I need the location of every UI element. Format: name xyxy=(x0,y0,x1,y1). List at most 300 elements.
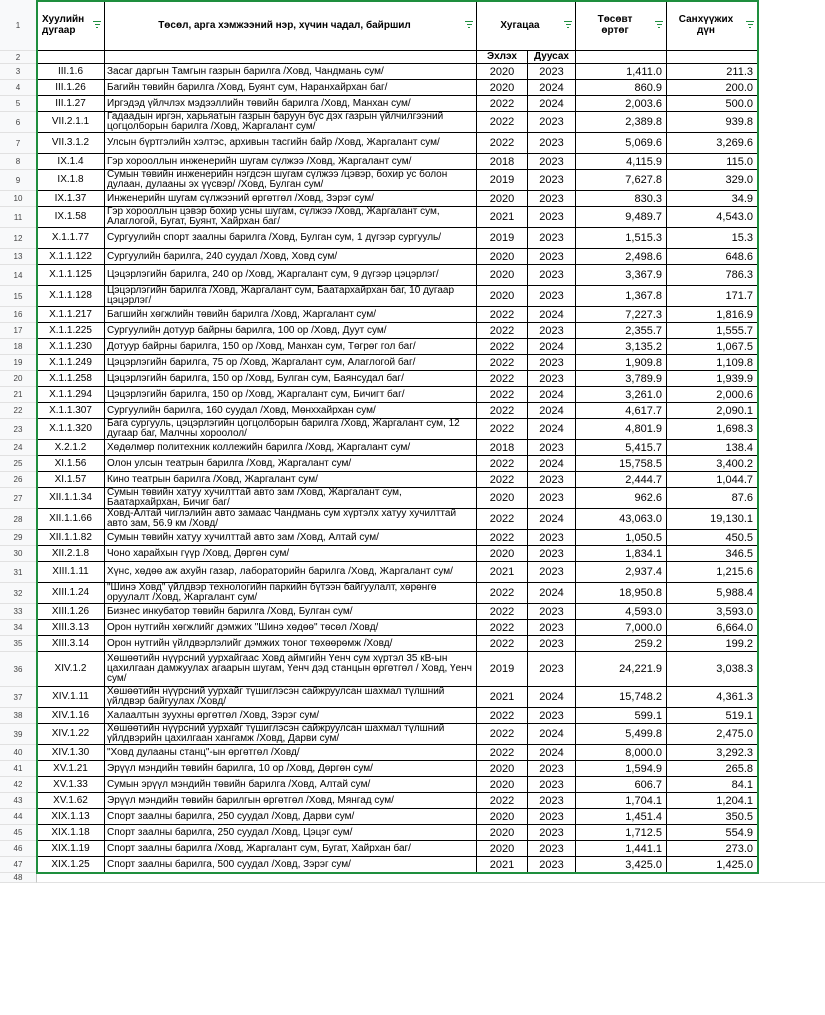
row-number[interactable]: 24 xyxy=(0,440,37,456)
table-cell[interactable]: 200.0 xyxy=(667,80,758,96)
table-cell[interactable]: Багшийн хөгжлийн төвийн барилга /Ховд, Жаргалант сум/ xyxy=(105,307,477,323)
table-cell[interactable]: Сургуулийн дотуур байрны барилга, 100 ор /Ховд, Дуут сум/ xyxy=(105,323,477,339)
table-cell[interactable]: 2022 xyxy=(477,133,528,154)
table-cell[interactable]: 3,789.9 xyxy=(576,371,667,387)
table-cell[interactable]: XII.1.1.66 xyxy=(37,509,105,530)
table-cell[interactable]: Сумын төвийн хатуу хучилттай авто зам /Ховд, Алтай сум/ xyxy=(105,530,477,546)
table-cell[interactable]: 2022 xyxy=(477,355,528,371)
row-number[interactable]: 27 xyxy=(0,488,37,509)
empty-cell[interactable] xyxy=(105,51,477,64)
table-cell[interactable]: 2022 xyxy=(477,307,528,323)
table-cell[interactable]: Орон нутгийн үйлдвэрлэлийг дэмжих тоног төхөөрөмж /Ховд/ xyxy=(105,636,477,652)
table-cell[interactable]: X.1.1.294 xyxy=(37,387,105,403)
table-cell[interactable]: Спорт заалны барилга, 250 суудал /Ховд, Цэцэг сум/ xyxy=(105,825,477,841)
table-cell[interactable]: 2020 xyxy=(477,825,528,841)
table-cell[interactable]: X.1.1.217 xyxy=(37,307,105,323)
table-cell[interactable]: 2022 xyxy=(477,472,528,488)
table-cell[interactable]: 3,400.2 xyxy=(667,456,758,472)
table-cell[interactable]: Иргэдэд үйлчлэх мэдээллийн төвийн барилга /Ховд, Манхан сум/ xyxy=(105,96,477,112)
row-number[interactable]: 11 xyxy=(0,207,37,228)
table-cell[interactable]: 599.1 xyxy=(576,708,667,724)
table-cell[interactable]: III.1.26 xyxy=(37,80,105,96)
row-number[interactable]: 34 xyxy=(0,620,37,636)
table-cell[interactable]: 2022 xyxy=(477,456,528,472)
table-cell[interactable]: 1,712.5 xyxy=(576,825,667,841)
table-cell[interactable]: 87.6 xyxy=(667,488,758,509)
table-cell[interactable]: 2022 xyxy=(477,724,528,745)
table-cell[interactable]: 1,451.4 xyxy=(576,809,667,825)
table-cell[interactable]: 34.9 xyxy=(667,191,758,207)
table-cell[interactable]: Цэцэрлэгийн барилга, 150 ор /Ховд, Жаргалант сум, Бичигт баг/ xyxy=(105,387,477,403)
table-cell[interactable]: 1,555.7 xyxy=(667,323,758,339)
table-cell[interactable]: XIII.3.13 xyxy=(37,620,105,636)
table-cell[interactable]: X.1.1.249 xyxy=(37,355,105,371)
table-cell[interactable]: 2023 xyxy=(528,708,576,724)
row-number[interactable]: 28 xyxy=(0,509,37,530)
table-cell[interactable]: 4,361.3 xyxy=(667,687,758,708)
row-number[interactable]: 47 xyxy=(0,857,37,873)
table-cell[interactable]: Гэр хорооллын инженерийн шугам сүлжээ /Ховд, Жаргалант сум/ xyxy=(105,154,477,170)
filter-icon[interactable] xyxy=(93,21,101,28)
table-cell[interactable]: 2019 xyxy=(477,228,528,249)
table-cell[interactable]: XIV.1.2 xyxy=(37,652,105,687)
table-cell[interactable]: XV.1.62 xyxy=(37,793,105,809)
row-number[interactable]: 12 xyxy=(0,228,37,249)
table-cell[interactable]: 5,988.4 xyxy=(667,583,758,604)
table-cell[interactable]: 2,475.0 xyxy=(667,724,758,745)
row-number[interactable]: 42 xyxy=(0,777,37,793)
table-cell[interactable]: 4,115.9 xyxy=(576,154,667,170)
table-cell[interactable]: 2023 xyxy=(528,286,576,307)
header-cell[interactable] xyxy=(477,0,576,51)
table-cell[interactable]: Цэцэрлэгийн барилга /Ховд, Жаргалант сум, Баатархайрхан баг, 10 дугаар цэцэрлэг/ xyxy=(105,286,477,307)
row-number[interactable]: 30 xyxy=(0,546,37,562)
table-cell[interactable]: 2020 xyxy=(477,777,528,793)
table-cell[interactable]: 5,499.8 xyxy=(576,724,667,745)
row-number[interactable]: 20 xyxy=(0,371,37,387)
row-number[interactable]: 31 xyxy=(0,562,37,583)
table-cell[interactable]: 2,389.8 xyxy=(576,112,667,133)
table-cell[interactable]: 2022 xyxy=(477,371,528,387)
table-cell[interactable]: 84.1 xyxy=(667,777,758,793)
row-number[interactable]: 9 xyxy=(0,170,37,191)
table-cell[interactable]: 2024 xyxy=(528,387,576,403)
table-cell[interactable]: 3,269.6 xyxy=(667,133,758,154)
table-cell[interactable]: 7,000.0 xyxy=(576,620,667,636)
table-cell[interactable]: 4,543.0 xyxy=(667,207,758,228)
table-cell[interactable]: XIII.1.11 xyxy=(37,562,105,583)
table-cell[interactable]: XIX.1.25 xyxy=(37,857,105,873)
table-cell[interactable]: 4,593.0 xyxy=(576,604,667,620)
table-cell[interactable]: IX.1.4 xyxy=(37,154,105,170)
table-cell[interactable]: XV.1.33 xyxy=(37,777,105,793)
table-cell[interactable]: 2020 xyxy=(477,64,528,80)
table-cell[interactable]: 2022 xyxy=(477,419,528,440)
row-number[interactable]: 36 xyxy=(0,652,37,687)
table-cell[interactable]: 171.7 xyxy=(667,286,758,307)
table-cell[interactable]: 329.0 xyxy=(667,170,758,191)
table-cell[interactable]: 1,050.5 xyxy=(576,530,667,546)
table-cell[interactable]: 2,937.4 xyxy=(576,562,667,583)
table-cell[interactable]: 2,444.7 xyxy=(576,472,667,488)
table-cell[interactable]: 2024 xyxy=(528,419,576,440)
table-cell[interactable]: 2023 xyxy=(528,249,576,265)
table-cell[interactable]: 4,617.7 xyxy=(576,403,667,419)
table-cell[interactable]: 2024 xyxy=(528,96,576,112)
table-cell[interactable]: 554.9 xyxy=(667,825,758,841)
table-cell[interactable]: XI.1.57 xyxy=(37,472,105,488)
table-cell[interactable]: X.1.1.307 xyxy=(37,403,105,419)
table-cell[interactable]: 2022 xyxy=(477,96,528,112)
table-cell[interactable]: 2023 xyxy=(528,265,576,286)
table-cell[interactable]: III.1.6 xyxy=(37,64,105,80)
table-cell[interactable]: XII.1.1.34 xyxy=(37,488,105,509)
subheader-cell[interactable]: Дуусах xyxy=(528,51,576,64)
table-cell[interactable]: Чоно харайхын гүүр /Ховд, Дөргөн сум/ xyxy=(105,546,477,562)
row-number[interactable]: 16 xyxy=(0,307,37,323)
empty-cell[interactable] xyxy=(667,51,758,64)
table-cell[interactable]: 259.2 xyxy=(576,636,667,652)
row-number[interactable]: 29 xyxy=(0,530,37,546)
table-cell[interactable]: 2024 xyxy=(528,745,576,761)
table-cell[interactable]: Хөшөөтийн нүүрсний уурхайг түшиглэсэн сайжруулсан шахмал түлшний үйлдвэр байгуулах /Ховд/ xyxy=(105,687,477,708)
table-cell[interactable]: Сургуулийн барилга, 240 суудал /Ховд, Ховд сум/ xyxy=(105,249,477,265)
table-cell[interactable]: 2023 xyxy=(528,228,576,249)
table-cell[interactable]: 1,834.1 xyxy=(576,546,667,562)
table-cell[interactable]: Цэцэрлэгийн барилга, 150 ор /Ховд, Булган сум, Баянсудал баг/ xyxy=(105,371,477,387)
table-cell[interactable]: Спорт заалны барилга /Ховд, Жаргалант сум, Бугат, Хайрхан баг/ xyxy=(105,841,477,857)
table-cell[interactable]: 2022 xyxy=(477,339,528,355)
row-number[interactable]: 45 xyxy=(0,825,37,841)
row-number[interactable]: 43 xyxy=(0,793,37,809)
table-cell[interactable]: 2024 xyxy=(528,339,576,355)
row-number[interactable]: 37 xyxy=(0,687,37,708)
table-cell[interactable]: 2020 xyxy=(477,265,528,286)
table-cell[interactable]: 2,003.6 xyxy=(576,96,667,112)
table-cell[interactable]: 15,758.5 xyxy=(576,456,667,472)
table-cell[interactable]: 18,950.8 xyxy=(576,583,667,604)
table-cell[interactable]: 2023 xyxy=(528,355,576,371)
table-cell[interactable]: 2019 xyxy=(477,652,528,687)
table-cell[interactable]: 2020 xyxy=(477,80,528,96)
table-cell[interactable]: XII.1.1.82 xyxy=(37,530,105,546)
row-number[interactable]: 39 xyxy=(0,724,37,745)
table-cell[interactable]: Гэр хорооллын цэвэр бохир усны шугам, сүлжээ /Ховд, Жаргалант сум, Алаглогой, Бугат, Буянт, Хайрхан баг/ xyxy=(105,207,477,228)
table-cell[interactable]: 2024 xyxy=(528,80,576,96)
table-cell[interactable]: 2020 xyxy=(477,249,528,265)
row-number[interactable]: 46 xyxy=(0,841,37,857)
table-cell[interactable]: 786.3 xyxy=(667,265,758,286)
table-cell[interactable]: 2024 xyxy=(528,307,576,323)
table-cell[interactable]: III.1.27 xyxy=(37,96,105,112)
row-number[interactable]: 10 xyxy=(0,191,37,207)
table-cell[interactable]: 350.5 xyxy=(667,809,758,825)
table-cell[interactable]: X.1.1.125 xyxy=(37,265,105,286)
table-cell[interactable]: Бага сургууль, цэцэрлэгийн цогцолборын барилга /Ховд, Жаргалант сум, 12 дугаар баг, Малчны хороолол/ xyxy=(105,419,477,440)
table-cell[interactable]: 2021 xyxy=(477,687,528,708)
table-cell[interactable]: Инженерийн шугам сүлжээний өргөтгөл /Ховд, Зэрэг сум/ xyxy=(105,191,477,207)
row-number[interactable]: 40 xyxy=(0,745,37,761)
table-cell[interactable]: 19,130.1 xyxy=(667,509,758,530)
table-cell[interactable]: 2023 xyxy=(528,793,576,809)
row-number[interactable]: 33 xyxy=(0,604,37,620)
table-cell[interactable]: IX.1.37 xyxy=(37,191,105,207)
table-cell[interactable]: 500.0 xyxy=(667,96,758,112)
table-cell[interactable]: 138.4 xyxy=(667,440,758,456)
table-cell[interactable]: 1,515.3 xyxy=(576,228,667,249)
table-cell[interactable]: 3,135.2 xyxy=(576,339,667,355)
row-number[interactable]: 3 xyxy=(0,64,37,80)
header-cell[interactable] xyxy=(667,0,758,51)
table-cell[interactable]: 2023 xyxy=(528,652,576,687)
table-cell[interactable]: XIII.1.26 xyxy=(37,604,105,620)
table-cell[interactable]: 1,816.9 xyxy=(667,307,758,323)
table-cell[interactable]: XII.2.1.8 xyxy=(37,546,105,562)
table-cell[interactable]: 2022 xyxy=(477,530,528,546)
table-cell[interactable]: Халаалтын зуухны өргөтгөл /Ховд, Зэрэг сум/ xyxy=(105,708,477,724)
table-cell[interactable]: 7,627.8 xyxy=(576,170,667,191)
row-number[interactable]: 6 xyxy=(0,112,37,133)
table-cell[interactable]: 1,044.7 xyxy=(667,472,758,488)
table-cell[interactable]: X.1.1.258 xyxy=(37,371,105,387)
table-cell[interactable]: IX.1.8 xyxy=(37,170,105,191)
row-number[interactable]: 21 xyxy=(0,387,37,403)
row-number[interactable]: 1 xyxy=(0,0,37,51)
row-number[interactable]: 5 xyxy=(0,96,37,112)
table-cell[interactable]: 1,411.0 xyxy=(576,64,667,80)
table-cell[interactable]: Бизнес инкубатор төвийн барилга /Ховд, Булган сум/ xyxy=(105,604,477,620)
table-cell[interactable]: 2023 xyxy=(528,857,576,873)
table-cell[interactable]: 2023 xyxy=(528,170,576,191)
table-cell[interactable]: 2020 xyxy=(477,488,528,509)
table-cell[interactable]: 3,593.0 xyxy=(667,604,758,620)
table-cell[interactable]: 2019 xyxy=(477,170,528,191)
table-cell[interactable]: 2020 xyxy=(477,191,528,207)
table-cell[interactable]: XIX.1.13 xyxy=(37,809,105,825)
table-cell[interactable]: 2,498.6 xyxy=(576,249,667,265)
row-number[interactable]: 19 xyxy=(0,355,37,371)
table-cell[interactable]: 2020 xyxy=(477,761,528,777)
table-cell[interactable]: 519.1 xyxy=(667,708,758,724)
table-cell[interactable]: Сургуулийн спорт заалны барилга /Ховд, Булган сум, 1 дүгээр сургууль/ xyxy=(105,228,477,249)
table-cell[interactable]: X.1.1.225 xyxy=(37,323,105,339)
table-cell[interactable]: "Шинэ Ховд" үйлдвэр технологийн паркийн бүтээн байгуулалт, хөрөнгө оруулалт /Ховд, Жаргалант сум/ xyxy=(105,583,477,604)
table-cell[interactable]: 2023 xyxy=(528,841,576,857)
table-cell[interactable]: 2020 xyxy=(477,286,528,307)
table-cell[interactable]: 2024 xyxy=(528,509,576,530)
table-cell[interactable]: 8,000.0 xyxy=(576,745,667,761)
table-cell[interactable]: Спорт заалны барилга, 500 суудал /Ховд, Зэрэг сум/ xyxy=(105,857,477,873)
table-cell[interactable]: 1,441.1 xyxy=(576,841,667,857)
table-cell[interactable]: 3,367.9 xyxy=(576,265,667,286)
table-cell[interactable]: XIV.1.30 xyxy=(37,745,105,761)
row-number[interactable]: 14 xyxy=(0,265,37,286)
row-number[interactable]: 8 xyxy=(0,154,37,170)
table-cell[interactable]: 2023 xyxy=(528,546,576,562)
table-cell[interactable]: 3,292.3 xyxy=(667,745,758,761)
table-cell[interactable]: 1,367.8 xyxy=(576,286,667,307)
table-cell[interactable]: 2023 xyxy=(528,207,576,228)
row-number[interactable]: 25 xyxy=(0,456,37,472)
table-cell[interactable]: 15,748.2 xyxy=(576,687,667,708)
table-cell[interactable]: 4,801.9 xyxy=(576,419,667,440)
table-cell[interactable]: Сумын төвийн инженерийн нэгдсэн шугам сүлжээ /цэвэр, бохир ус болон дулаан, дулааны эх үүсвэр/ /Ховд, Булган сум/ xyxy=(105,170,477,191)
table-cell[interactable]: 2020 xyxy=(477,841,528,857)
table-cell[interactable]: 2,090.1 xyxy=(667,403,758,419)
row-number[interactable]: 4 xyxy=(0,80,37,96)
filter-icon[interactable] xyxy=(465,21,473,28)
table-cell[interactable]: 3,038.3 xyxy=(667,652,758,687)
table-cell[interactable]: 1,204.1 xyxy=(667,793,758,809)
table-cell[interactable]: 2022 xyxy=(477,636,528,652)
table-cell[interactable]: 648.6 xyxy=(667,249,758,265)
table-cell[interactable]: 211.3 xyxy=(667,64,758,80)
table-cell[interactable]: Сумын төвийн хатуу хучилттай авто зам /Ховд, Жаргалант сум, Баатархайрхан, Бичиг баг/ xyxy=(105,488,477,509)
table-cell[interactable]: Цэцэрлэгийн барилга, 75 ор /Ховд, Жаргалант сум, Алаглогой баг/ xyxy=(105,355,477,371)
table-cell[interactable]: 1,704.1 xyxy=(576,793,667,809)
table-cell[interactable]: 2023 xyxy=(528,530,576,546)
table-cell[interactable]: Ховд-Алтай чиглэлийн авто замаас Чандмань сум хүртэлх хатуу хучилттай авто зам, 56.9 км /Ховд/ xyxy=(105,509,477,530)
subheader-cell[interactable]: Эхлэх xyxy=(477,51,528,64)
table-cell[interactable]: 7,227.3 xyxy=(576,307,667,323)
table-cell[interactable]: 2024 xyxy=(528,583,576,604)
table-cell[interactable]: Сургуулийн барилга, 160 суудал /Ховд, Мөнххайрхан сум/ xyxy=(105,403,477,419)
table-cell[interactable]: Кино театрын барилга /Ховд, Жаргалант сум/ xyxy=(105,472,477,488)
table-cell[interactable]: 1,698.3 xyxy=(667,419,758,440)
table-cell[interactable]: 2022 xyxy=(477,509,528,530)
table-cell[interactable]: 1,425.0 xyxy=(667,857,758,873)
table-cell[interactable]: 1,939.9 xyxy=(667,371,758,387)
table-cell[interactable]: Спорт заалны барилга, 250 суудал /Ховд, Дарви сум/ xyxy=(105,809,477,825)
table-cell[interactable]: Хүнс, хөдөө аж ахуйн газар, лабораторийн барилга /Ховд, Жаргалант сум/ xyxy=(105,562,477,583)
table-cell[interactable]: 2018 xyxy=(477,154,528,170)
table-cell[interactable]: 2,000.6 xyxy=(667,387,758,403)
table-cell[interactable]: 2023 xyxy=(528,636,576,652)
table-cell[interactable]: 450.5 xyxy=(667,530,758,546)
table-cell[interactable]: Хөшөөтийн нүүрсний уурхайгаас Ховд аймгийн Үенч сум хүртэл 35 кВ-ын цахилгаан дамжуулах агаарын шугам, Үенч дэд станцын өргөтгөл / Ховд, Үенч сум/ xyxy=(105,652,477,687)
table-cell[interactable]: 2023 xyxy=(528,64,576,80)
row-number[interactable]: 32 xyxy=(0,583,37,604)
table-cell[interactable]: 2022 xyxy=(477,620,528,636)
table-cell[interactable]: 2024 xyxy=(528,403,576,419)
table-cell[interactable]: X.1.1.122 xyxy=(37,249,105,265)
table-cell[interactable]: Сумын эрүүл мэндийн төвийн барилга /Ховд, Алтай сум/ xyxy=(105,777,477,793)
table-cell[interactable]: 2023 xyxy=(528,154,576,170)
header-cell[interactable] xyxy=(105,0,477,51)
table-cell[interactable]: 2022 xyxy=(477,323,528,339)
table-cell[interactable]: Улсын бүртгэлийн хэлтэс, архивын тасгийн байр /Ховд, Жаргалант сум/ xyxy=(105,133,477,154)
table-cell[interactable]: Багийн төвийн барилга /Ховд, Буянт сум, Наранхайрхан баг/ xyxy=(105,80,477,96)
table-cell[interactable]: 2024 xyxy=(528,456,576,472)
table-cell[interactable]: 2023 xyxy=(528,825,576,841)
table-cell[interactable]: X.1.1.77 xyxy=(37,228,105,249)
table-cell[interactable]: 3,261.0 xyxy=(576,387,667,403)
row-number[interactable]: 35 xyxy=(0,636,37,652)
row-number[interactable]: 2 xyxy=(0,51,37,64)
table-cell[interactable]: 2023 xyxy=(528,112,576,133)
table-cell[interactable]: 2023 xyxy=(528,323,576,339)
table-cell[interactable]: 273.0 xyxy=(667,841,758,857)
table-cell[interactable]: 2,355.7 xyxy=(576,323,667,339)
table-cell[interactable]: 2022 xyxy=(477,745,528,761)
table-cell[interactable]: 9,489.7 xyxy=(576,207,667,228)
table-cell[interactable]: X.1.1.230 xyxy=(37,339,105,355)
table-cell[interactable]: XIII.3.14 xyxy=(37,636,105,652)
table-cell[interactable]: XI.1.56 xyxy=(37,456,105,472)
table-cell[interactable]: 115.0 xyxy=(667,154,758,170)
table-cell[interactable]: XIX.1.18 xyxy=(37,825,105,841)
empty-cell[interactable] xyxy=(576,51,667,64)
table-cell[interactable]: Эрүүл мэндийн төвийн барилга, 10 ор /Ховд, Дөргөн сум/ xyxy=(105,761,477,777)
table-cell[interactable]: Гадаадын иргэн, харьяатын газрын баруун бүс дэх газрын үйлчилгээний цогцолборын барилга /Ховд, Жаргалант сум/ xyxy=(105,112,477,133)
table-cell[interactable]: 2023 xyxy=(528,562,576,583)
table-cell[interactable]: 1,109.8 xyxy=(667,355,758,371)
row-number[interactable]: 17 xyxy=(0,323,37,339)
table-cell[interactable]: 830.3 xyxy=(576,191,667,207)
table-cell[interactable]: 5,069.6 xyxy=(576,133,667,154)
table-cell[interactable]: VII.2.1.1 xyxy=(37,112,105,133)
table-cell[interactable]: 1,909.8 xyxy=(576,355,667,371)
table-cell[interactable]: 15.3 xyxy=(667,228,758,249)
table-cell[interactable]: 2022 xyxy=(477,583,528,604)
filter-icon[interactable] xyxy=(564,21,572,28)
table-cell[interactable]: XIV.1.11 xyxy=(37,687,105,708)
table-cell[interactable]: Олон улсын театрын барилга /Ховд, Жаргалант сум/ xyxy=(105,456,477,472)
table-cell[interactable]: 2021 xyxy=(477,562,528,583)
table-cell[interactable]: Засаг даргын Тамгын газрын барилга /Ховд, Чандмань сум/ xyxy=(105,64,477,80)
table-cell[interactable]: 2020 xyxy=(477,546,528,562)
table-cell[interactable]: Орон нутгийн хөгжлийг дэмжих "Шинэ хөдөө" төсөл /Ховд/ xyxy=(105,620,477,636)
table-cell[interactable]: 346.5 xyxy=(667,546,758,562)
row-number[interactable]: 23 xyxy=(0,419,37,440)
header-cell[interactable] xyxy=(576,0,667,51)
table-cell[interactable]: 2023 xyxy=(528,371,576,387)
empty-cell[interactable] xyxy=(37,51,105,64)
table-cell[interactable]: 6,664.0 xyxy=(667,620,758,636)
table-cell[interactable]: XIV.1.22 xyxy=(37,724,105,745)
table-cell[interactable]: 2022 xyxy=(477,112,528,133)
table-cell[interactable]: X.1.1.128 xyxy=(37,286,105,307)
table-cell[interactable]: 2021 xyxy=(477,207,528,228)
table-cell[interactable]: 2022 xyxy=(477,387,528,403)
table-cell[interactable]: 2022 xyxy=(477,604,528,620)
row-number[interactable]: 48 xyxy=(0,873,37,883)
table-cell[interactable]: Эрүүл мэндийн төвийн барилгын өргөтгөл /Ховд, Мянгад сум/ xyxy=(105,793,477,809)
table-cell[interactable]: 3,425.0 xyxy=(576,857,667,873)
row-number[interactable]: 13 xyxy=(0,249,37,265)
row-number[interactable]: 15 xyxy=(0,286,37,307)
table-cell[interactable]: XIV.1.16 xyxy=(37,708,105,724)
table-cell[interactable]: XV.1.21 xyxy=(37,761,105,777)
row-number[interactable]: 18 xyxy=(0,339,37,355)
filter-icon[interactable] xyxy=(655,21,663,28)
row-number[interactable]: 38 xyxy=(0,708,37,724)
table-cell[interactable]: 939.8 xyxy=(667,112,758,133)
table-cell[interactable]: 2022 xyxy=(477,793,528,809)
table-cell[interactable]: 2023 xyxy=(528,440,576,456)
table-cell[interactable]: 2022 xyxy=(477,708,528,724)
table-cell[interactable]: Хөшөөтийн нүүрсний уурхайг түшиглэсэн сайжруулсан шахмал түлшний үйлдвэрийн цахилгаан хангамж /Ховд, Дарви сум/ xyxy=(105,724,477,745)
row-number[interactable]: 41 xyxy=(0,761,37,777)
table-cell[interactable]: X.2.1.2 xyxy=(37,440,105,456)
table-cell[interactable]: XIX.1.19 xyxy=(37,841,105,857)
row-number[interactable]: 44 xyxy=(0,809,37,825)
table-cell[interactable]: 2023 xyxy=(528,133,576,154)
table-cell[interactable]: 2022 xyxy=(477,403,528,419)
table-cell[interactable]: 2023 xyxy=(528,604,576,620)
table-cell[interactable]: 2024 xyxy=(528,687,576,708)
table-cell[interactable]: Дотуур байрны барилга, 150 ор /Ховд, Манхан сум, Төгрөг гол баг/ xyxy=(105,339,477,355)
